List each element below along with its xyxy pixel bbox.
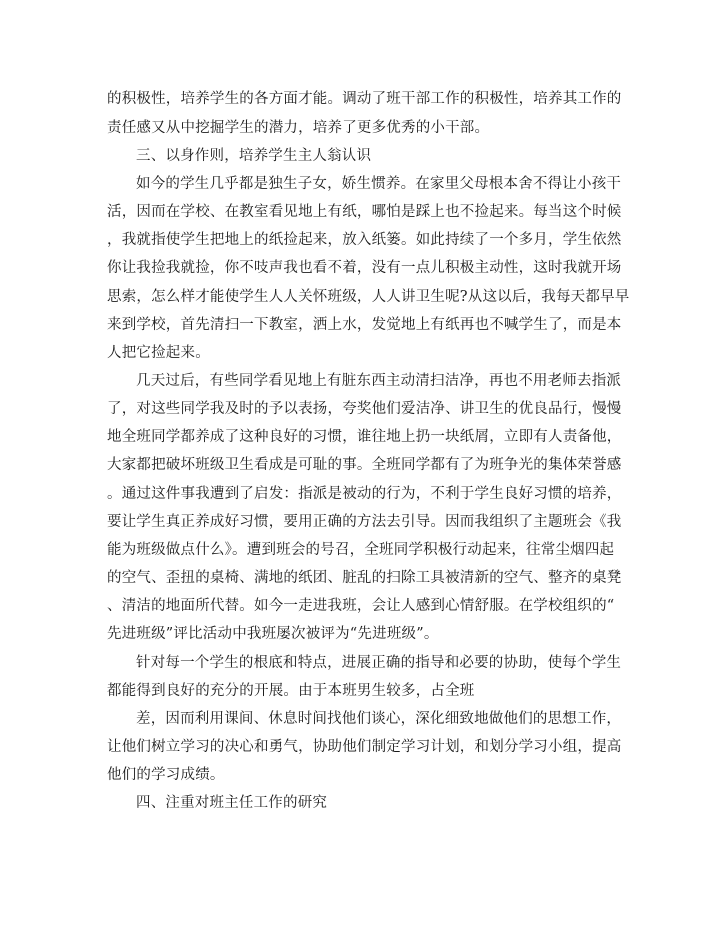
section-heading-26: 四、注重对班主任工作的研究	[136, 795, 328, 811]
text-line-11: 几天过后，有些同学看见地上有脏东西主动清扫洁净，再也不用老师去指派	[136, 373, 622, 389]
text-line-9: 来到学校，首先清扫一下教室，洒上水，发觉地上有纸再也不喊学生了，而是本	[107, 317, 622, 333]
section-heading-3: 三、以身作则，培养学生主人翁认识	[136, 148, 372, 164]
text-line-22: 都能得到良好的充分的开展。由于本班男生较多，占全班	[107, 683, 475, 699]
text-line-7: 你让我捡我就捡，你不吱声我也看不着，没有一点儿积极主动性，这时我就开场	[107, 260, 622, 276]
text-line-21: 针对每一个学生的根底和特点，进展正确的指导和必要的协助，使每个学生	[136, 655, 622, 671]
text-line-24: 让他们树立学习的决心和勇气，协助他们制定学习计划，和划分学习小组，提高	[107, 739, 622, 755]
text-line-12: 了，对这些同学我及时的予以表扬，夸奖他们爱洁净、讲卫生的优良品行，慢慢	[107, 401, 622, 417]
text-line-13: 地全班同学都养成了这种良好的习惯，谁往地上扔一块纸屑，立即有人责备他，	[107, 429, 622, 445]
text-line-18: 的空气、歪扭的桌椅、满地的纸团、脏乱的扫除工具被清新的空气、整齐的桌凳	[107, 570, 622, 586]
text-line-17: 能为班级做点什么》。遭到班会的号召，全班同学积极行动起来，往常尘烟四起	[107, 542, 615, 558]
text-line-16: 要让学生真正养成好习惯，要用正确的方法去引导。因而我组织了主题班会《我	[107, 514, 622, 530]
text-line-6: ，我就指使学生把地上的纸捡起来，放入纸篓。如此持续了一个多月，学生依然	[107, 232, 622, 248]
text-line-1: 的积极性，培养学生的各方面才能。调动了班干部工作的积极性，培养其工作的	[107, 91, 622, 107]
text-line-10: 人把它捡起来。	[107, 345, 210, 361]
text-line-5: 活，因而在学校、在教室看见地上有纸，哪怕是踩上也不捡起来。每当这个时候	[107, 204, 622, 220]
text-line-4: 如今的学生几乎都是独生子女，娇生惯养。在家里父母根本舍不得让小孩干	[136, 176, 622, 192]
text-line-8: 思索，怎么样才能使学生人人关怀班级，人人讲卫生呢?从这以后，我每天都早早	[107, 289, 630, 305]
text-line-25: 他们的学习成绩。	[107, 767, 225, 783]
text-line-14: 大家都把破坏班级卫生看成是可耻的事。全班同学都有了为班争光的集体荣誉感	[107, 457, 622, 473]
text-line-23: 差，因而利用课间、休息时间找他们谈心，深化细致地做他们的思想工作，	[136, 711, 622, 727]
text-line-19: 、清洁的地面所代替。如今一走进我班，会让人感到心情舒服。在学校组织的“	[107, 598, 615, 614]
text-line-20: 先进班级”评比活动中我班屡次被评为“先进班级”。	[107, 626, 439, 642]
text-line-2: 责任感又从中挖掘学生的潜力，培养了更多优秀的小干部。	[107, 120, 490, 136]
text-line-15: 。通过这件事我遭到了启发：指派是被动的行为，不利于学生良好习惯的培养，	[107, 486, 622, 502]
